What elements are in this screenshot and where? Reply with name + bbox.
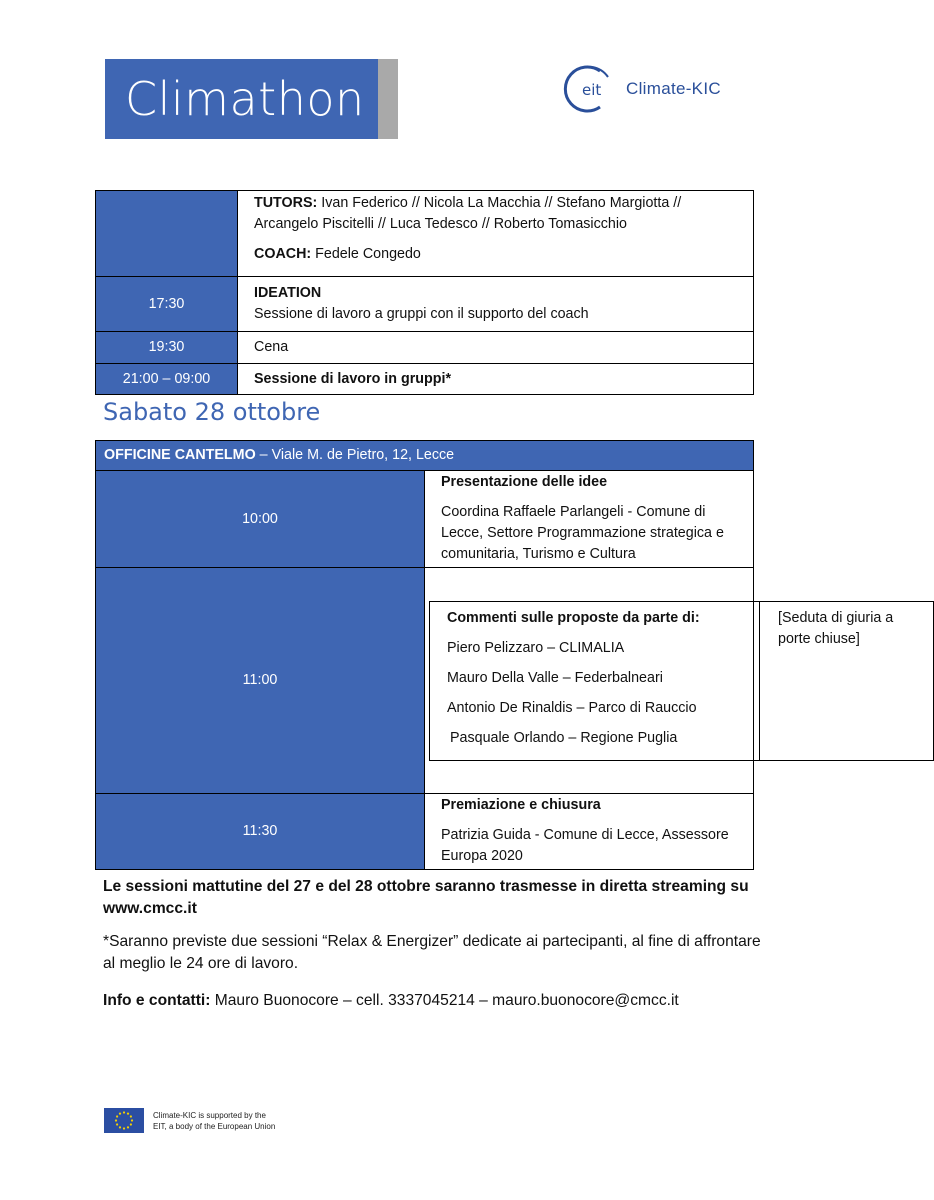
eu-line-2: EIT, a body of the European Union	[153, 1121, 276, 1131]
session-title: IDEATION	[254, 285, 322, 301]
venue-address: – Viale M. de Pietro, 12, Lecce	[255, 447, 455, 463]
time-cell: 10:00	[96, 471, 425, 568]
venue-name: OFFICINE CANTELMO	[104, 447, 256, 463]
climate-kic-logo	[562, 63, 762, 115]
tutors-cell	[238, 191, 754, 277]
eit-circle-icon	[562, 63, 620, 115]
time-cell: 11:30	[96, 794, 425, 870]
time-cell: 21:00 – 09:00	[96, 364, 238, 395]
comments-list	[430, 602, 760, 760]
saturday-schedule-table	[95, 440, 894, 870]
session-text: Patrizia Guida - Comune di Lecce, Assessore Europa 2020	[441, 827, 729, 864]
content-cell	[238, 277, 754, 332]
time-cell: 11:00	[96, 568, 425, 794]
list-item: Pasquale Orlando – Regione Puglia	[450, 729, 678, 746]
time-cell: 17:30	[96, 277, 238, 332]
table-row	[96, 191, 754, 277]
session-title: Sessione di lavoro in gruppi*	[254, 370, 452, 387]
day-title: Sabato 28 ottobre	[103, 398, 321, 426]
eu-flag-icon	[104, 1108, 144, 1133]
table-row	[96, 471, 754, 568]
contact-label: Info e contatti:	[103, 992, 211, 1009]
table-row	[96, 568, 754, 794]
relax-note: *Saranno previste due sessioni “Relax & Energizer” dedicate ai partecipanti, al fine di affrontare al meglio le 24 ore di lavoro.	[103, 933, 761, 972]
table-row	[96, 332, 754, 364]
venue-cell	[96, 441, 754, 471]
tutors-names: Ivan Federico // Nicola La Macchia // Stefano Margiotta // Arcangelo Piscitelli // Luca Tedesco // Roberto Tomasicchio	[254, 195, 682, 232]
table-row	[96, 277, 754, 332]
eu-footer	[104, 1108, 275, 1133]
list-item: Antonio De Rinaldis – Parco di Rauccio	[447, 699, 697, 716]
eu-line-1: Climate-KIC is supported by the	[153, 1110, 266, 1120]
session-text: Coordina Raffaele Parlangeli - Comune di Lecce, Settore Programmazione strategica e comunitaria, Turismo e Cultura	[441, 504, 724, 562]
content-cell	[425, 794, 754, 870]
jury-note: [Seduta di giuria a porte chiuse]	[778, 609, 894, 647]
table-row	[96, 794, 754, 870]
time-cell: 19:30	[96, 332, 238, 364]
tutors-line	[254, 193, 737, 235]
comments-box	[429, 601, 934, 761]
logo-accent-bar	[378, 59, 398, 139]
friday-schedule-table	[95, 190, 754, 395]
coach-name: Fedele Congedo	[311, 246, 421, 262]
list-item: Piero Pelizzaro – CLIMALIA	[447, 639, 625, 656]
content-cell	[238, 364, 754, 395]
climate-kic-text: Climate-KIC	[626, 79, 721, 98]
comments-title: Commenti sulle proposte da parte di:	[447, 609, 700, 626]
contact-details: Mauro Buonocore – cell. 3337045214 – mauro.buonocore@cmcc.it	[210, 992, 679, 1009]
session-text: Cena	[238, 332, 754, 364]
coach-label: COACH:	[254, 246, 312, 262]
streaming-note: Le sessioni mattutine del 27 e del 28 ottobre saranno trasmesse in diretta streaming su www.cmcc.it	[103, 878, 749, 917]
eu-support-text	[153, 1110, 275, 1132]
contact-info	[103, 990, 763, 1012]
list-item: Mauro Della Valle – Federbalneari	[447, 669, 663, 686]
session-text: Sessione di lavoro a gruppi con il supporto del coach	[254, 306, 589, 322]
tutors-label: TUTORS:	[254, 195, 318, 211]
session-title: Premiazione e chiusura	[441, 797, 601, 813]
table-row	[96, 364, 754, 395]
content-cell	[425, 568, 894, 794]
time-cell	[96, 191, 238, 277]
venue-row	[96, 441, 754, 471]
session-title: Presentazione delle idee	[441, 474, 608, 490]
eit-mark-text: eit	[582, 81, 602, 99]
climathon-logo: Climathon	[105, 59, 378, 139]
content-cell	[425, 471, 754, 568]
coach-line	[254, 244, 737, 265]
